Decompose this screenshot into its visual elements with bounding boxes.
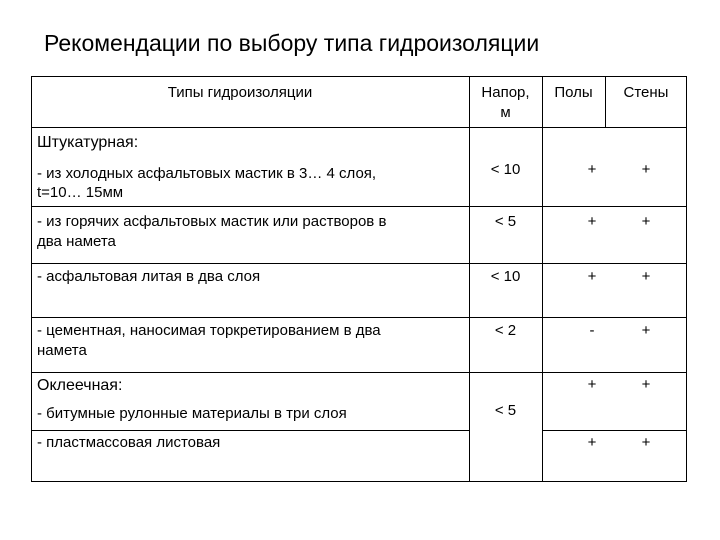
row-walls: + (641, 434, 651, 451)
row-name: - битумные рулонные материалы в три слоя (37, 405, 347, 422)
row-divider (542, 430, 687, 431)
row-name: - пластмассовая листовая (37, 434, 221, 451)
row-name: - из холодных асфальтовых мастик в 3… 4 слоя, (37, 165, 377, 182)
header-pressure-unit: м (500, 104, 511, 121)
header-divider (31, 127, 687, 128)
row-name: - цементная, наносимая торкретированием в два (37, 322, 381, 339)
row-floors: + (587, 268, 597, 285)
row-name: - из горячих асфальтовых мастик или растворов в (37, 213, 387, 230)
row-floors: + (587, 376, 597, 393)
row-divider (31, 206, 687, 207)
row-pressure: < 5 (494, 213, 517, 230)
section-plaster: Штукатурная: (37, 134, 139, 151)
row-pressure: < 5 (494, 402, 517, 419)
waterproofing-table (31, 76, 687, 482)
row-floors: + (587, 213, 597, 230)
table-border-bottom (31, 481, 687, 482)
row-pressure: < 2 (494, 322, 517, 339)
row-name-cont: два намета (37, 233, 116, 250)
row-divider (31, 372, 687, 373)
row-floors: + (587, 434, 597, 451)
header-walls: Стены (623, 84, 669, 101)
page-title: Рекомендации по выбору типа гидроизоляции (44, 30, 540, 56)
row-floors: + (587, 161, 597, 178)
row-walls: + (641, 322, 651, 339)
row-walls: + (641, 268, 651, 285)
row-name-cont: t=10… 15мм (37, 184, 124, 201)
header-types: Типы гидроизоляции (167, 84, 313, 101)
row-walls: + (641, 161, 651, 178)
header-floors: Полы (554, 84, 593, 101)
row-name-cont: намета (37, 342, 87, 359)
row-divider (31, 263, 687, 264)
header-pressure: Напор, (481, 84, 530, 101)
row-pressure: < 10 (490, 161, 521, 178)
section-pasted: Оклеечная: (37, 377, 123, 394)
row-pressure: < 10 (490, 268, 521, 285)
row-walls: + (641, 376, 651, 393)
row-floors: - (589, 322, 595, 339)
row-walls: + (641, 213, 651, 230)
row-divider (31, 317, 687, 318)
row-name: - асфальтовая литая в два слоя (37, 268, 261, 285)
row-divider (31, 430, 469, 431)
table-border-top (31, 76, 687, 77)
table-border-left (31, 76, 32, 482)
